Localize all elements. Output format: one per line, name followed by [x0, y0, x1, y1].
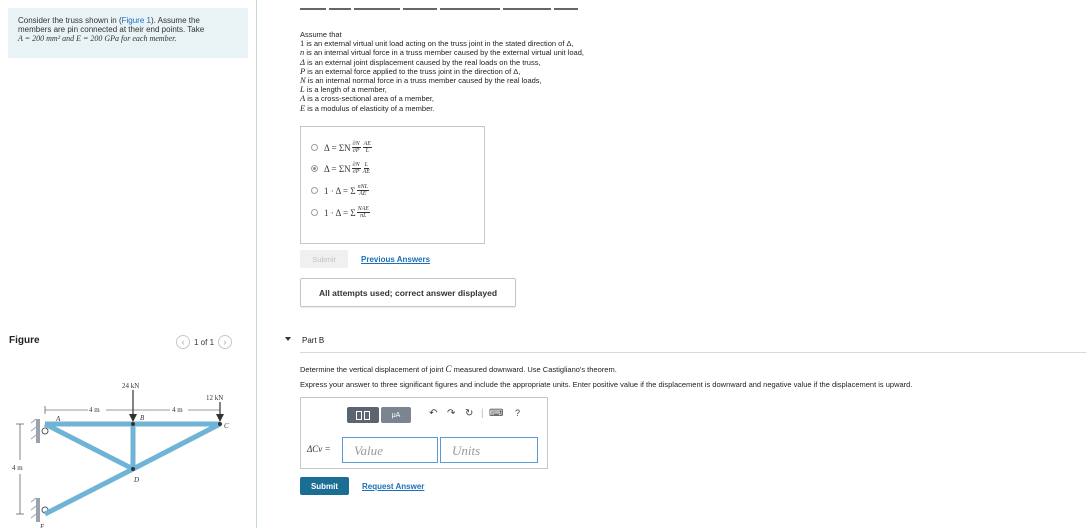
answer-box — [300, 397, 548, 469]
denominator: AE — [362, 169, 370, 175]
definition-symbol: L — [300, 84, 305, 95]
definition-item — [300, 104, 584, 113]
equation-lhs: 1 · Δ = Σ — [324, 207, 356, 218]
caret-down-icon[interactable] — [285, 337, 291, 341]
joint-label-b: B — [140, 414, 145, 422]
answer-label: ΔCv = — [307, 444, 331, 454]
radio-button[interactable] — [311, 209, 318, 216]
fraction — [357, 206, 370, 219]
assumptions — [300, 30, 584, 113]
separator: | — [481, 408, 484, 419]
equation-lhs: 1 · Δ = Σ — [324, 185, 356, 196]
definition-symbol: n — [300, 47, 305, 58]
definition-text: is an external virtual unit load acting on the truss joint in the stated direction of Δ, — [304, 39, 574, 49]
definition-item — [300, 94, 584, 103]
question-var: C — [445, 364, 452, 374]
equation-lhs: Δ = ΣN — [324, 142, 351, 153]
definition-text: is a modulus of elasticity of a member. — [305, 103, 435, 113]
submit-button[interactable]: Submit — [300, 477, 349, 495]
joint-label-c: C — [224, 422, 229, 430]
request-answer-link[interactable]: Request Answer — [362, 482, 425, 491]
attempts-message: All attempts used; correct answer displayed — [300, 278, 516, 307]
figure-label: Figure — [9, 335, 40, 346]
fraction — [357, 184, 369, 197]
answer-choices — [300, 126, 485, 244]
problem-text: A = 200 mm² and E = 200 GPa for each member. — [18, 34, 177, 43]
denominator: ∂P — [352, 148, 360, 154]
definition-text: is a cross-sectional area of a member, — [305, 94, 435, 104]
member-cd — [133, 424, 220, 469]
option-equation — [324, 162, 371, 175]
truss-figure — [0, 372, 250, 528]
fraction — [363, 141, 372, 154]
problem-text: members are pin connected at their end points. Take — [18, 25, 205, 34]
denominator: nL — [360, 213, 367, 219]
assume-title: Assume that — [300, 30, 342, 39]
answer-option-4[interactable] — [311, 206, 371, 219]
definition-item — [300, 48, 584, 57]
joint-d — [131, 467, 135, 471]
undo-icon[interactable]: ↶ — [429, 408, 438, 419]
definition-symbol: A — [300, 93, 306, 104]
definition-symbol: Δ — [300, 56, 305, 67]
reset-icon[interactable]: ↻ — [465, 408, 474, 419]
instruction-text: Express your answer to three significant figures and include the appropriate units. Enter positive value if the displacement is downward and negative value if the displacement is upward. — [300, 380, 913, 389]
load-label-b: 24 kN — [122, 382, 140, 390]
radio-button[interactable] — [311, 165, 318, 172]
definition-symbol: E — [300, 102, 306, 113]
question-part: measured downward. Use Castigliano's theorem. — [451, 365, 617, 374]
divider — [300, 352, 1086, 353]
numerator: ∂N — [352, 162, 360, 168]
load-label-c: 12 kN — [206, 394, 224, 402]
fraction — [352, 141, 361, 154]
submit-button-disabled: Submit — [300, 250, 348, 268]
units-button[interactable]: μA — [381, 407, 411, 423]
option-equation — [324, 206, 371, 219]
radio-button[interactable] — [311, 144, 318, 151]
option-equation — [324, 141, 373, 154]
definition-text: is an external force applied to the truss joint in the direction of Δ, — [305, 66, 521, 76]
fraction — [363, 162, 370, 175]
problem-text: ). Assume the — [150, 16, 200, 25]
joint-b — [131, 422, 135, 426]
value-input[interactable]: Value — [342, 437, 438, 463]
chevron-left-icon[interactable]: ‹ — [176, 335, 190, 349]
definition-symbol: 1 — [300, 38, 305, 49]
joint-label-a: A — [56, 415, 61, 423]
numerator: L — [364, 162, 368, 168]
pager-text: 1 of 1 — [194, 337, 215, 347]
definition-symbol: P — [300, 65, 306, 76]
radio-button[interactable] — [311, 187, 318, 194]
definition-text: is an internal virtual force in a truss member caused by the external virtual unit load, — [304, 48, 584, 58]
numerator: NAE — [357, 206, 369, 212]
joint-label-e: E — [40, 523, 45, 528]
member-de — [45, 469, 133, 514]
column-divider — [256, 0, 257, 528]
definitions-list — [300, 39, 584, 113]
redo-icon[interactable]: ↷ — [447, 408, 456, 419]
denominator: ∂P — [352, 169, 360, 175]
denominator: L — [365, 148, 369, 154]
numerator: ∂N — [352, 141, 360, 147]
figure-pager — [176, 334, 232, 350]
joint-label-d: D — [134, 476, 140, 484]
chevron-right-icon[interactable]: › — [218, 335, 232, 349]
member-ad — [45, 424, 133, 469]
clipped-text — [300, 8, 600, 11]
definition-text: is an external joint displacement caused by the real loads on the truss, — [305, 57, 541, 67]
dimension-label-bc: 4 m — [172, 406, 183, 414]
numerator: nNL — [357, 184, 368, 190]
dimension-label-vert: 4 m — [12, 464, 23, 472]
previous-answers-link[interactable]: Previous Answers — [361, 255, 431, 264]
definition-text: is a length of a member, — [304, 85, 387, 95]
answer-option-2[interactable] — [311, 162, 371, 175]
question-part: Determine the vertical displacement of joint — [300, 365, 446, 374]
joint-c — [218, 422, 222, 426]
units-input[interactable]: Units — [440, 437, 538, 463]
equation-lhs: Δ = ΣN — [324, 163, 351, 174]
definition-text: is an internal normal force in a truss member caused by the real loads, — [305, 76, 542, 86]
option-equation — [324, 184, 370, 197]
definition-symbol: N — [300, 75, 306, 86]
denominator: AE — [359, 191, 367, 197]
definition-item — [300, 76, 584, 85]
answer-option-1[interactable] — [311, 141, 373, 154]
dimension-label-ab: 4 m — [89, 406, 100, 414]
keyboard-icon[interactable]: ⌨ — [489, 408, 504, 419]
part-b-title[interactable]: Part B — [302, 336, 325, 345]
definition-item — [300, 58, 584, 67]
answer-option-3[interactable] — [311, 184, 370, 197]
problem-statement — [8, 8, 248, 58]
numerator: AE — [363, 141, 371, 147]
template-button[interactable] — [347, 407, 379, 423]
problem-text: Consider the truss shown in ( — [18, 16, 122, 25]
help-icon[interactable]: ? — [515, 408, 521, 418]
figure-link[interactable]: Figure 1 — [121, 16, 151, 25]
definition-item — [300, 67, 584, 76]
fraction — [352, 162, 361, 175]
question-text — [300, 364, 617, 374]
